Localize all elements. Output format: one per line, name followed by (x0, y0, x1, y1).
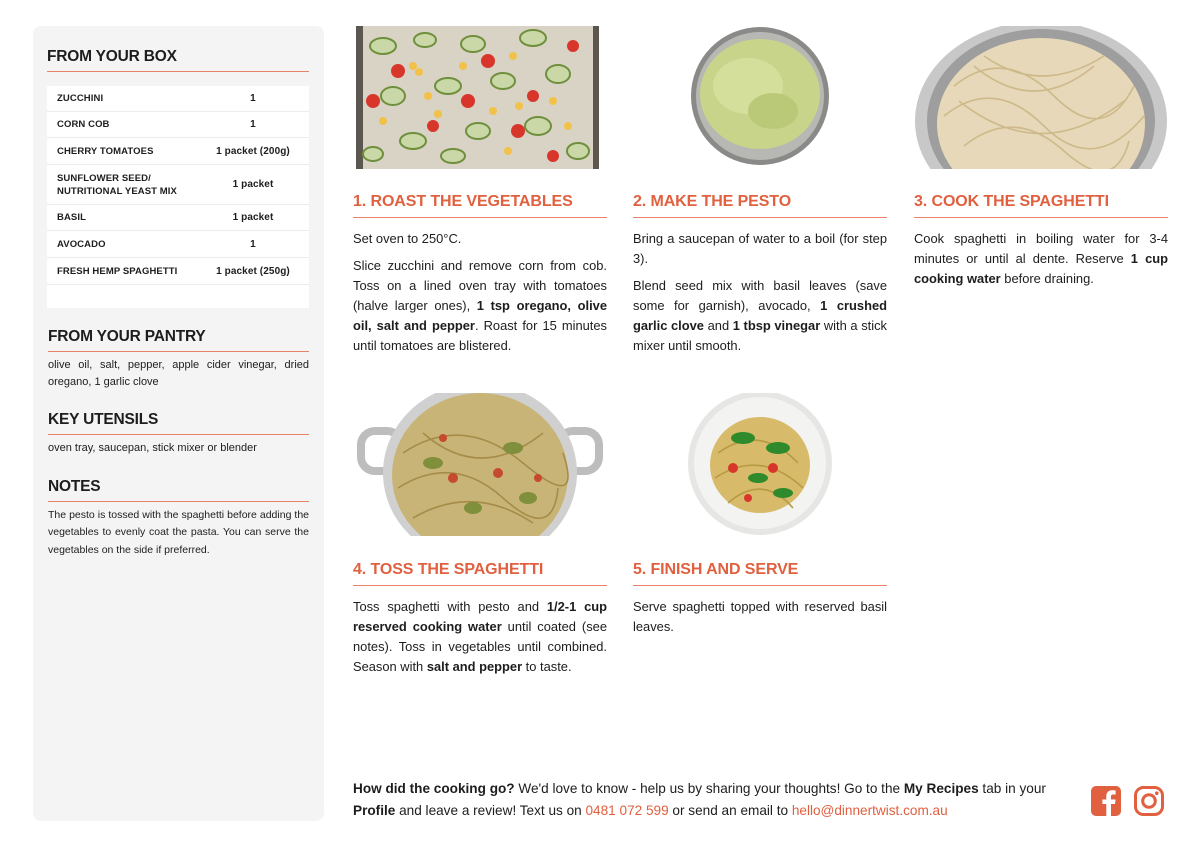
ingredient-quantity: 1 (250, 93, 256, 104)
key-utensils-heading: KEY UTENSILS (48, 411, 309, 435)
ingredient-quantity: 1 packet (250g) (216, 265, 290, 277)
step-1 (353, 193, 607, 363)
step-paragraph: Bring a saucepan of water to a boil (for step 3). (633, 231, 887, 266)
ingredient-quantity: 1 packet (232, 179, 274, 190)
step-title: 1. ROAST THE VEGETABLES (353, 193, 607, 218)
step-5 (633, 561, 887, 644)
ingredient-name: CORN COB (57, 119, 110, 130)
instagram-icon[interactable] (1133, 785, 1165, 817)
ingredient-quantity: 1 packet (200g) (216, 145, 290, 157)
from-your-box-heading: FROM YOUR BOX (47, 48, 309, 72)
ingredient-row (47, 112, 309, 138)
ingredient-row (47, 258, 309, 285)
ingredient-name: AVOCADO (57, 238, 106, 250)
from-your-pantry-heading: FROM YOUR PANTRY (48, 328, 309, 352)
step-title: 2. MAKE THE PESTO (633, 193, 887, 218)
step-2 (633, 193, 887, 363)
ingredient-name: BASIL (57, 212, 86, 223)
ingredient-row (47, 86, 309, 112)
step-body (353, 597, 607, 677)
step-paragraph: Set oven to 250°C. (353, 231, 462, 246)
step-body (353, 229, 607, 356)
facebook-icon[interactable] (1090, 785, 1122, 817)
ingredient-row (47, 165, 309, 205)
ingredients-table (47, 86, 309, 308)
ingredient-row (47, 231, 309, 258)
step-title: 4. TOSS THE SPAGHETTI (353, 561, 607, 586)
ingredient-quantity: 1 (250, 119, 256, 130)
notes-heading: NOTES (48, 478, 309, 502)
ingredient-quantity: 1 (250, 238, 256, 250)
pesto-photo (633, 26, 887, 169)
step-title: 5. FINISH AND SERVE (633, 561, 887, 586)
ingredient-row (47, 205, 309, 231)
step-3 (914, 193, 1168, 296)
ingredient-name: CHERRY TOMATOES (57, 145, 154, 157)
step-title: 3. COOK THE SPAGHETTI (914, 193, 1168, 218)
feedback-footer: How did the cooking go? We'd love to know - help us by sharing your thoughts! Go to the My Recipes tab in your Profile and leave a review! Text us on 0481 072 599 or send an email to hello@dinnertwist.com.au (353, 781, 1046, 818)
step-paragraph: Toss spaghetti with pesto and 1/2-1 cup reserved cooking water until coated (see notes). Toss in vegetables until combined. Season with salt and pepper to taste. (353, 599, 607, 674)
step-body (633, 229, 887, 356)
ingredient-row (47, 138, 309, 165)
step-paragraph: Serve spaghetti topped with reserved basil leaves. (633, 599, 887, 634)
ingredient-name: FRESH HEMP SPAGHETTI (57, 265, 178, 277)
step-paragraph: Blend seed mix with basil leaves (save some for garnish), avocado, 1 crushed garlic clove and 1 tbsp vinegar with a stick mixer until smooth. (633, 278, 888, 353)
finish-and-serve-photo (633, 393, 887, 536)
cook-spaghetti-photo (914, 26, 1168, 169)
ingredient-name: SUNFLOWER SEED/ NUTRITIONAL YEAST MIX (57, 172, 177, 197)
ingredient-name: ZUCCHINI (57, 93, 104, 104)
roast-vegetables-photo (353, 26, 607, 169)
toss-spaghetti-photo (353, 393, 607, 536)
pantry-list: olive oil, salt, pepper, apple cider vinegar, dried oregano, 1 garlic clove (48, 359, 309, 388)
utensils-list: oven tray, saucepan, stick mixer or blender (48, 442, 257, 454)
step-body (914, 229, 1168, 289)
ingredient-quantity: 1 packet (232, 212, 274, 223)
step-body (633, 597, 887, 637)
ingredients-sidebar (33, 26, 324, 821)
step-paragraph: Slice zucchini and remove corn from cob. Toss on a lined oven tray with tomatoes (halve larger ones), 1 tsp oregano, olive oil, salt and pepper. Roast for 15 minutes until tomatoes are blistered. (353, 258, 608, 353)
step-4 (353, 561, 607, 684)
step-paragraph: Cook spaghetti in boiling water for 3-4 minutes or until al dente. Reserve 1 cup cooking water before draining. (914, 231, 1168, 286)
notes-text: The pesto is tossed with the spaghetti before adding the vegetables to evenly coat the pasta. You can serve the vegetables on the side if preferred. (48, 509, 309, 556)
